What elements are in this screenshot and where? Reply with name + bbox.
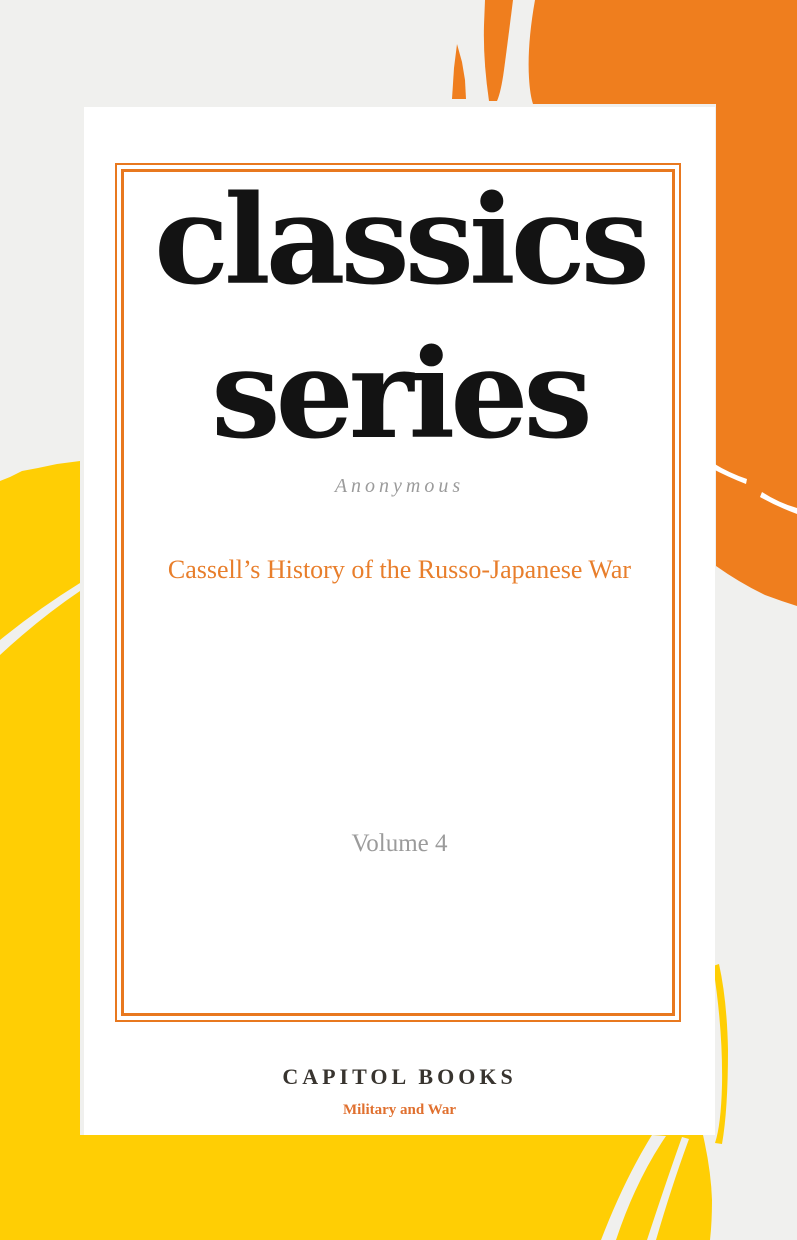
series-title bbox=[84, 165, 715, 473]
orange-flame-mark bbox=[452, 44, 466, 99]
yellow-bottom-band bbox=[0, 1135, 712, 1240]
cover-card bbox=[84, 107, 715, 1135]
book-title: Cassell’s History of the Russo-Japanese War bbox=[167, 555, 632, 584]
yellow-side-arc bbox=[713, 964, 728, 1144]
author-name: Anonymous bbox=[334, 475, 465, 497]
category-label: Military and War bbox=[342, 1102, 457, 1118]
yellow-left-band bbox=[0, 461, 80, 1240]
orange-brush-stroke bbox=[484, 0, 513, 101]
volume-label: Volume 4 bbox=[351, 830, 448, 857]
series-title-line1: classics bbox=[154, 169, 645, 313]
series-title-line2: series bbox=[211, 322, 588, 467]
publisher-name: CAPITOL BOOKS bbox=[282, 1064, 517, 1089]
